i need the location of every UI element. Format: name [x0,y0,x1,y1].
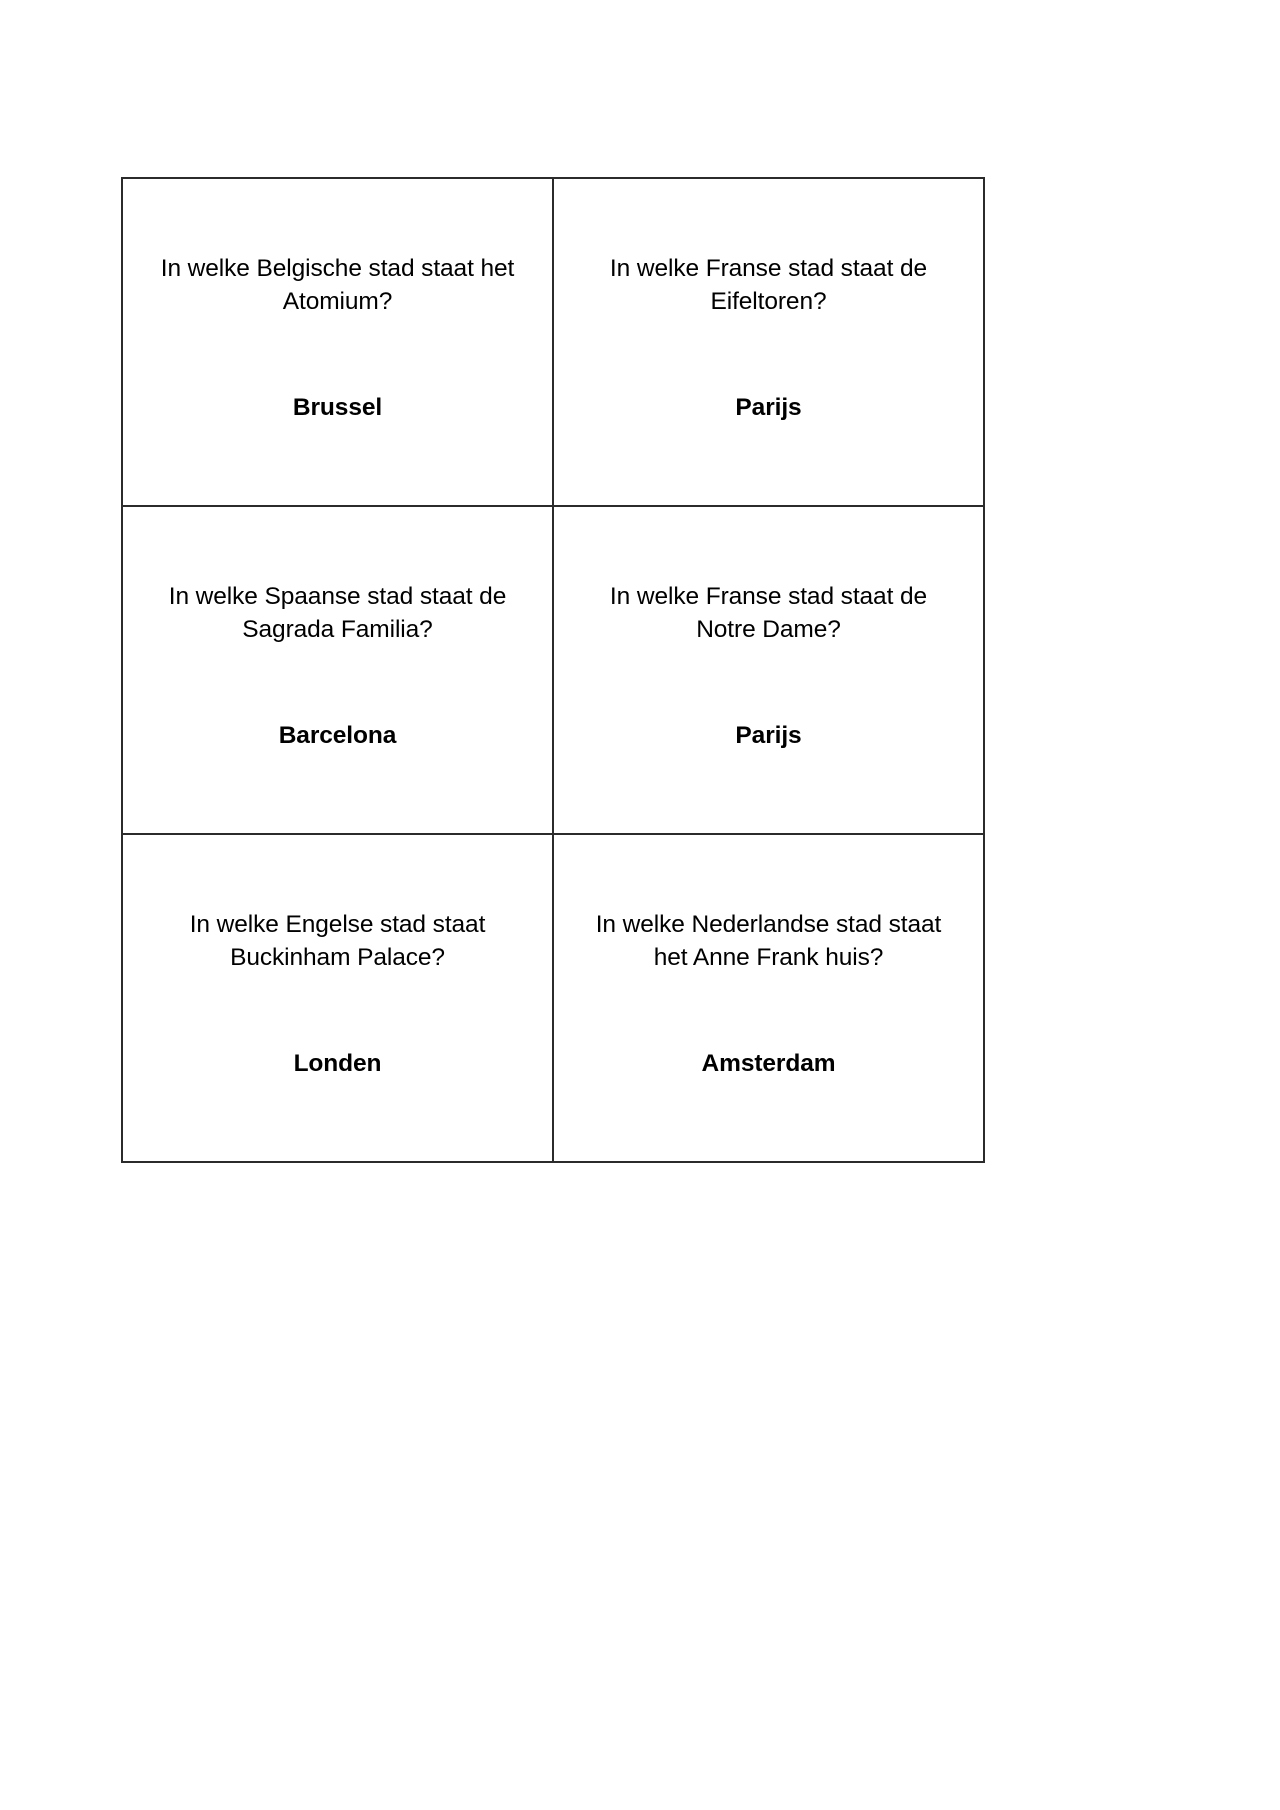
flashcard-4 [554,507,983,833]
question-line: In welke Spaanse stad staat de [168,583,507,610]
flashcard-row [122,506,984,834]
flashcard-answer: Parijs [735,394,802,421]
question-line: Atomium? [282,287,393,315]
question-line: Eifeltoren? [710,287,827,315]
flashcard-3 [123,507,552,833]
flashcard-row [122,834,984,1162]
question-line: In welke Belgische stad staat het [160,255,515,282]
flashcard-answer: Amsterdam [701,1050,836,1077]
flashcard-row [122,178,984,506]
flashcard-question [580,581,957,647]
flashcard-2 [554,179,983,505]
flashcard-question [153,581,522,647]
flashcard-cell[interactable] [122,834,553,1162]
flashcard-grid [121,177,985,1163]
question-line: In welke Engelse stad staat [189,911,486,938]
flashcard-question [580,909,957,975]
question-line: Buckinham Palace? [230,943,445,971]
flashcard-5 [123,835,552,1161]
flashcard-question [580,253,957,319]
flashcard-grid-body [122,178,984,1162]
flashcard-answer: Brussel [292,394,383,421]
flashcard-cell[interactable] [122,506,553,834]
flashcard-answer: Parijs [735,722,802,749]
question-line: Notre Dame? [696,615,841,643]
flashcard-answer: Barcelona [278,722,397,749]
flashcard-6 [554,835,983,1161]
question-line: Sagrada Familia? [242,615,433,643]
flashcard-answer: Londen [293,1050,382,1077]
question-line: In welke Nederlandse stad staat [595,911,942,938]
question-line: In welke Franse stad staat de [609,583,928,610]
flashcard-1 [123,179,552,505]
flashcard-cell[interactable] [553,834,984,1162]
flashcard-cell[interactable] [553,506,984,834]
question-line: het Anne Frank huis? [653,943,884,971]
flashcard-cell[interactable] [553,178,984,506]
flashcard-cell[interactable] [122,178,553,506]
flashcard-question [153,909,522,975]
flashcard-question [153,253,522,319]
question-line: In welke Franse stad staat de [609,255,928,282]
